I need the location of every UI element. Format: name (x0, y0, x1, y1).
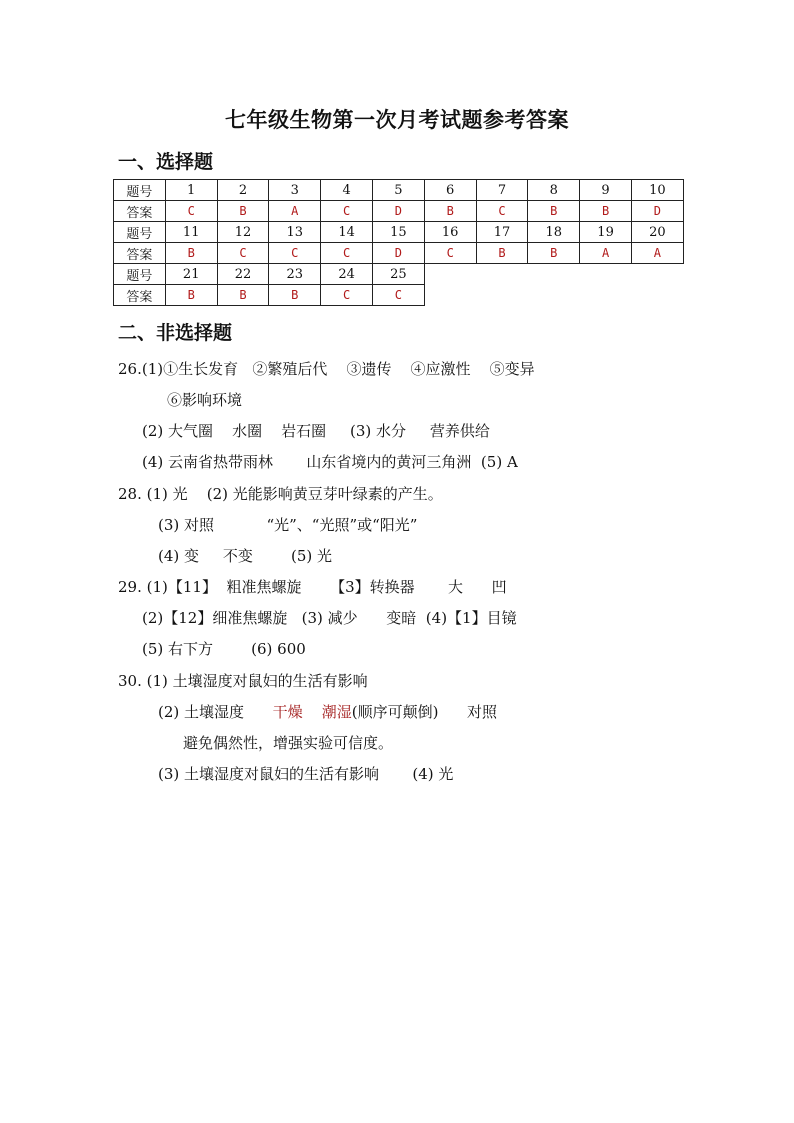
question-number-row (114, 222, 684, 243)
answer-cell: C (321, 243, 373, 264)
question-number-cell: 2 (217, 180, 269, 201)
answer-line-26-1b: ⑥影响环境 (167, 391, 243, 409)
section-heading-multiple-choice: 一、选择题 (118, 151, 214, 173)
question-number-cell: 6 (424, 180, 476, 201)
answer-cell: B (424, 201, 476, 222)
row-label-question: 题号 (114, 222, 166, 243)
question-number-cell: 5 (372, 180, 424, 201)
question-number-row (114, 180, 684, 201)
answer-spacer (303, 703, 322, 721)
answer-cell: C (476, 201, 528, 222)
question-number-cell: 24 (321, 264, 373, 285)
question-number-cell: 23 (269, 264, 321, 285)
answer-cell: B (217, 201, 269, 222)
answer-line-26-1: 26.(1)①生长发育 ②繁殖后代 ③遗传 ④应激性 ⑤变异 (118, 360, 535, 378)
answer-cell: A (580, 243, 632, 264)
answer-row (114, 243, 684, 264)
question-number-cell: 15 (372, 222, 424, 243)
question-number-cell: 20 (631, 222, 683, 243)
question-number-cell: 13 (269, 222, 321, 243)
answer-cell: D (372, 201, 424, 222)
answer-text: (2) 土壤湿度 (158, 703, 273, 721)
question-number-cell: 12 (217, 222, 269, 243)
question-number-cell: 14 (321, 222, 373, 243)
answer-cell: C (321, 201, 373, 222)
question-number-cell: 25 (372, 264, 424, 285)
answer-line-26-4: (4) 云南省热带雨林 山东省境内的黄河三角洲 (5) A (142, 453, 518, 471)
row-label-answer: 答案 (114, 285, 166, 306)
answer-cell: B (217, 285, 269, 306)
question-number-cell: 1 (165, 180, 217, 201)
answer-line-28-1: 28. (1) 光 (2) 光能影响黄豆芽叶绿素的产生。 (118, 485, 443, 503)
answer-cell: B (580, 201, 632, 222)
answer-line-30-3: (3) 土壤湿度对鼠妇的生活有影响 (4) 光 (158, 765, 454, 783)
section-heading-non-choice: 二、非选择题 (118, 322, 233, 344)
answer-row (114, 201, 684, 222)
answer-cell: C (424, 243, 476, 264)
answer-cell: B (165, 243, 217, 264)
row-label-answer: 答案 (114, 201, 166, 222)
empty-cell (476, 264, 528, 285)
empty-cell (424, 285, 476, 306)
question-number-row (114, 264, 684, 285)
empty-cell (528, 285, 580, 306)
question-number-cell: 19 (580, 222, 632, 243)
question-number-cell: 8 (528, 180, 580, 201)
question-number-cell: 10 (631, 180, 683, 201)
question-number-cell: 4 (321, 180, 373, 201)
answer-line-30-2 (158, 701, 497, 722)
row-label-question: 题号 (114, 180, 166, 201)
answer-cell: A (269, 201, 321, 222)
question-number-cell: 7 (476, 180, 528, 201)
empty-cell (580, 285, 632, 306)
answer-cell: D (631, 201, 683, 222)
answer-highlight-dry: 干燥 (272, 703, 303, 721)
empty-cell (528, 264, 580, 285)
answer-cell: A (631, 243, 683, 264)
question-number-cell: 9 (580, 180, 632, 201)
answer-line-29-2: (2)【12】细准焦螺旋 (3) 减少 变暗 (4)【1】目镜 (142, 609, 517, 627)
answer-line-30-2b: 避免偶然性，增强实验可信度。 (183, 734, 394, 752)
page-title: 七年级生物第一次月考试题参考答案 (225, 107, 569, 132)
question-number-cell: 21 (165, 264, 217, 285)
answer-line-30-1: 30. (1) 土壤湿度对鼠妇的生活有影响 (118, 672, 368, 690)
answer-line-26-2: (2) 大气圈 水圈 岩石圈 (3) 水分 营养供给 (142, 422, 490, 440)
answer-line-29-1: 29. (1)【11】 粗准焦螺旋 【3】转换器 大 凹 (118, 578, 507, 596)
answer-cell: D (372, 243, 424, 264)
empty-cell (424, 264, 476, 285)
answer-cell: C (269, 243, 321, 264)
empty-cell (580, 264, 632, 285)
answer-cell: B (528, 201, 580, 222)
question-number-cell: 22 (217, 264, 269, 285)
answer-cell: C (372, 285, 424, 306)
empty-cell (631, 264, 683, 285)
answer-line-28-3: (3) 对照 “光”、“光照”或“阳光” (158, 516, 418, 534)
empty-cell (631, 285, 683, 306)
question-number-cell: 3 (269, 180, 321, 201)
answer-text: (顺序可颠倒) 对照 (351, 703, 498, 721)
row-label-answer: 答案 (114, 243, 166, 264)
answer-cell: B (165, 285, 217, 306)
answer-cell: B (269, 285, 321, 306)
answer-cell: C (165, 201, 217, 222)
question-number-cell: 11 (165, 222, 217, 243)
answer-highlight-wet: 潮湿 (321, 703, 352, 721)
question-number-cell: 18 (528, 222, 580, 243)
answer-cell: C (217, 243, 269, 264)
empty-cell (476, 285, 528, 306)
question-number-cell: 16 (424, 222, 476, 243)
answer-line-28-4: (4) 变 不变 (5) 光 (158, 547, 333, 565)
answer-cell: C (321, 285, 373, 306)
answer-line-29-5: (5) 右下方 (6) 600 (142, 640, 306, 658)
row-label-question: 题号 (114, 264, 166, 285)
question-number-cell: 17 (476, 222, 528, 243)
answer-table (113, 179, 684, 306)
answer-cell: B (476, 243, 528, 264)
answer-cell: B (528, 243, 580, 264)
answer-row (114, 285, 684, 306)
